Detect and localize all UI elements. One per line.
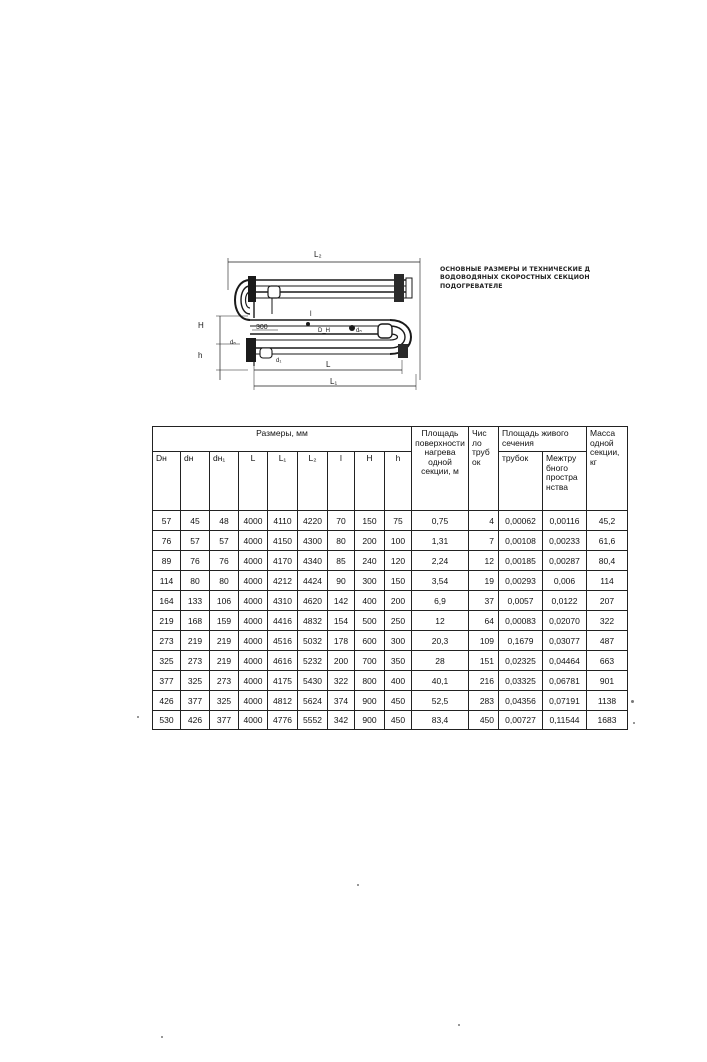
cell: 207: [587, 591, 628, 611]
cell: 90: [328, 571, 355, 591]
cell: 273: [153, 631, 181, 651]
cell: 4000: [239, 691, 268, 711]
header-col: L: [239, 452, 268, 511]
cell: 901: [587, 671, 628, 691]
cell: 6,9: [412, 591, 469, 611]
cell: 250: [385, 611, 412, 631]
cell: 114: [587, 571, 628, 591]
cell: 1,31: [412, 531, 469, 551]
cell: 4212: [268, 571, 298, 591]
cell: 4516: [268, 631, 298, 651]
table-row: [153, 631, 628, 651]
cell: 114: [153, 571, 181, 591]
cell: 4170: [268, 551, 298, 571]
cell: 0,04356: [499, 691, 543, 711]
cell: 4000: [239, 631, 268, 651]
cell: 4: [469, 511, 499, 531]
cell: 0,03077: [543, 631, 587, 651]
table-header: [153, 427, 628, 511]
cell: 450: [385, 691, 412, 711]
table-row: [153, 671, 628, 691]
cell: 600: [355, 631, 385, 651]
cell: 164: [153, 591, 181, 611]
cell: 0,00116: [543, 511, 587, 531]
cell: 0,02325: [499, 651, 543, 671]
cell: 377: [210, 711, 239, 730]
cell: 4310: [268, 591, 298, 611]
cell: 151: [469, 651, 499, 671]
label-l1: L₁: [330, 377, 338, 386]
cell: 80: [328, 531, 355, 551]
cell: 4000: [239, 531, 268, 551]
header-sizes: Размеры, мм: [153, 427, 412, 452]
cell: 80: [210, 571, 239, 591]
label-l2: L₂: [314, 250, 322, 259]
cell: 0,11544: [543, 711, 587, 730]
label-dn-right: dₙ: [356, 328, 362, 334]
table-row: [153, 551, 628, 571]
cell: 168: [181, 611, 210, 631]
header-col: L₂: [298, 452, 328, 511]
cell: 150: [355, 511, 385, 531]
cell: 154: [328, 611, 355, 631]
cell: 4340: [298, 551, 328, 571]
cell: 0,00233: [543, 531, 587, 551]
cell: 450: [469, 711, 499, 730]
cell: 1683: [587, 711, 628, 730]
cell: 70: [328, 511, 355, 531]
cell: 200: [355, 531, 385, 551]
caption-line: ВОДОВОДЯНЫХ СКОРОСТНЫХ СЕКЦИОН: [440, 274, 590, 282]
cell: 273: [210, 671, 239, 691]
header-col: H: [355, 452, 385, 511]
label-h-small: h: [198, 351, 203, 360]
cell: 4000: [239, 551, 268, 571]
cell: 450: [385, 711, 412, 730]
table-row: [153, 691, 628, 711]
label-small-l: l: [310, 311, 312, 318]
cell: 325: [153, 651, 181, 671]
cell: 0,0057: [499, 591, 543, 611]
cell: 800: [355, 671, 385, 691]
cell: 89: [153, 551, 181, 571]
cell: 240: [355, 551, 385, 571]
cell: 80: [181, 571, 210, 591]
cell: 64: [469, 611, 499, 631]
cell: 76: [210, 551, 239, 571]
cell: 663: [587, 651, 628, 671]
cell: 0,06781: [543, 671, 587, 691]
label-dn-left: dₙ: [230, 340, 236, 346]
heater-drawing: [190, 240, 435, 400]
cell: 300: [355, 571, 385, 591]
header-flow-tubes: трубок: [499, 452, 543, 511]
cell: 109: [469, 631, 499, 651]
cell: 4000: [239, 711, 268, 730]
cell: 12: [469, 551, 499, 571]
cell: 900: [355, 711, 385, 730]
cell: 4812: [268, 691, 298, 711]
table-row: [153, 571, 628, 591]
scan-speck: [137, 716, 139, 718]
cell: 106: [210, 591, 239, 611]
scan-speck: [357, 884, 359, 886]
cell: 5430: [298, 671, 328, 691]
cell: 4000: [239, 511, 268, 531]
figure-caption: [440, 266, 590, 291]
cell: 219: [181, 631, 210, 651]
cell: 76: [153, 531, 181, 551]
label-300: 300: [256, 324, 268, 331]
table-row: [153, 591, 628, 611]
cell: 19: [469, 571, 499, 591]
cell: 57: [181, 531, 210, 551]
cell: 3,54: [412, 571, 469, 591]
cell: 40,1: [412, 671, 469, 691]
spec-table: [152, 426, 628, 730]
cell: 142: [328, 591, 355, 611]
cell: 4000: [239, 571, 268, 591]
cell: 0,006: [543, 571, 587, 591]
cell: 5032: [298, 631, 328, 651]
label-d1: d₁: [276, 358, 282, 364]
cell: 322: [587, 611, 628, 631]
cell: 5552: [298, 711, 328, 730]
cell: 900: [355, 691, 385, 711]
table-row: [153, 611, 628, 631]
cell: 0,0122: [543, 591, 587, 611]
cell: 400: [355, 591, 385, 611]
cell: 0,07191: [543, 691, 587, 711]
scan-speck: [458, 1024, 460, 1026]
cell: 0,00062: [499, 511, 543, 531]
cell: 5232: [298, 651, 328, 671]
cell: 120: [385, 551, 412, 571]
cell: 4150: [268, 531, 298, 551]
cell: 45,2: [587, 511, 628, 531]
cell: 342: [328, 711, 355, 730]
cell: 300: [385, 631, 412, 651]
cell: 4416: [268, 611, 298, 631]
cell: 52,5: [412, 691, 469, 711]
cell: 4776: [268, 711, 298, 730]
table-row: [153, 711, 628, 730]
label-dh: D_H: [318, 328, 331, 334]
cell: 4000: [239, 611, 268, 631]
table-row: [153, 531, 628, 551]
cell: 100: [385, 531, 412, 551]
cell: 4832: [298, 611, 328, 631]
cell: 20,3: [412, 631, 469, 651]
cell: 283: [469, 691, 499, 711]
cell: 0,02070: [543, 611, 587, 631]
header-col: h: [385, 452, 412, 511]
cell: 219: [210, 631, 239, 651]
cell: 0,04464: [543, 651, 587, 671]
cell: 4175: [268, 671, 298, 691]
cell: 0,00083: [499, 611, 543, 631]
caption-line: ОСНОВНЫЕ РАЗМЕРЫ И ТЕХНИЧЕСКИЕ Д: [440, 266, 591, 273]
cell: 0,00108: [499, 531, 543, 551]
cell: 4300: [298, 531, 328, 551]
cell: 4000: [239, 591, 268, 611]
cell: 219: [210, 651, 239, 671]
cell: 83,4: [412, 711, 469, 730]
cell: 28: [412, 651, 469, 671]
cell: 80,4: [587, 551, 628, 571]
cell: 4110: [268, 511, 298, 531]
table-row: [153, 651, 628, 671]
cell: 4616: [268, 651, 298, 671]
cell: 400: [385, 671, 412, 691]
cell: 200: [328, 651, 355, 671]
scan-speck: [631, 700, 634, 703]
cell: 0,1679: [499, 631, 543, 651]
cell: 76: [181, 551, 210, 571]
cell: 4000: [239, 651, 268, 671]
cell: 2,24: [412, 551, 469, 571]
cell: 0,03325: [499, 671, 543, 691]
cell: 0,00727: [499, 711, 543, 730]
cell: 57: [210, 531, 239, 551]
header-col: dн₁: [210, 452, 239, 511]
cell: 530: [153, 711, 181, 730]
scan-speck: [161, 1036, 163, 1038]
cell: 4424: [298, 571, 328, 591]
cell: 5624: [298, 691, 328, 711]
cell: 200: [385, 591, 412, 611]
label-l: L: [326, 360, 331, 369]
cell: 75: [385, 511, 412, 531]
cell: 216: [469, 671, 499, 691]
cell: 426: [153, 691, 181, 711]
cell: 159: [210, 611, 239, 631]
cell: 700: [355, 651, 385, 671]
header-tube-count: Чис ло труб ок: [469, 427, 499, 511]
cell: 325: [181, 671, 210, 691]
cell: 12: [412, 611, 469, 631]
cell: 7: [469, 531, 499, 551]
cell: 133: [181, 591, 210, 611]
cell: 85: [328, 551, 355, 571]
cell: 48: [210, 511, 239, 531]
cell: 4220: [298, 511, 328, 531]
header-col: dн: [181, 452, 210, 511]
label-h-big: H: [198, 321, 204, 330]
header-area: Площадь поверхности нагрева одной секции, м: [412, 427, 469, 511]
header-mass: Масса одной секции, кг: [587, 427, 628, 511]
cell: 377: [181, 691, 210, 711]
cell: 487: [587, 631, 628, 651]
scan-speck: [633, 722, 635, 724]
cell: 0,00287: [543, 551, 587, 571]
cell: 350: [385, 651, 412, 671]
cell: 0,75: [412, 511, 469, 531]
header-col: l: [328, 452, 355, 511]
cell: 377: [153, 671, 181, 691]
header-flow-between: Межтру бного простра нства: [543, 452, 587, 511]
cell: 500: [355, 611, 385, 631]
cell: 322: [328, 671, 355, 691]
cell: 0,00293: [499, 571, 543, 591]
cell: 150: [385, 571, 412, 591]
cell: 4620: [298, 591, 328, 611]
cell: 178: [328, 631, 355, 651]
cell: 426: [181, 711, 210, 730]
cell: 45: [181, 511, 210, 531]
caption-line: ПОДОГРЕВАТЕЛЕ: [440, 282, 503, 290]
header-flow-area: Площадь живого сечения: [499, 427, 587, 452]
table-body: [153, 511, 628, 730]
cell: 219: [153, 611, 181, 631]
cell: 0,00185: [499, 551, 543, 571]
cell: 4000: [239, 671, 268, 691]
cell: 374: [328, 691, 355, 711]
cell: 273: [181, 651, 210, 671]
cell: 57: [153, 511, 181, 531]
header-col: L₁: [268, 452, 298, 511]
cell: 61,6: [587, 531, 628, 551]
cell: 1138: [587, 691, 628, 711]
cell: 37: [469, 591, 499, 611]
cell: 325: [210, 691, 239, 711]
table-row: [153, 511, 628, 531]
header-col: Dн: [153, 452, 181, 511]
